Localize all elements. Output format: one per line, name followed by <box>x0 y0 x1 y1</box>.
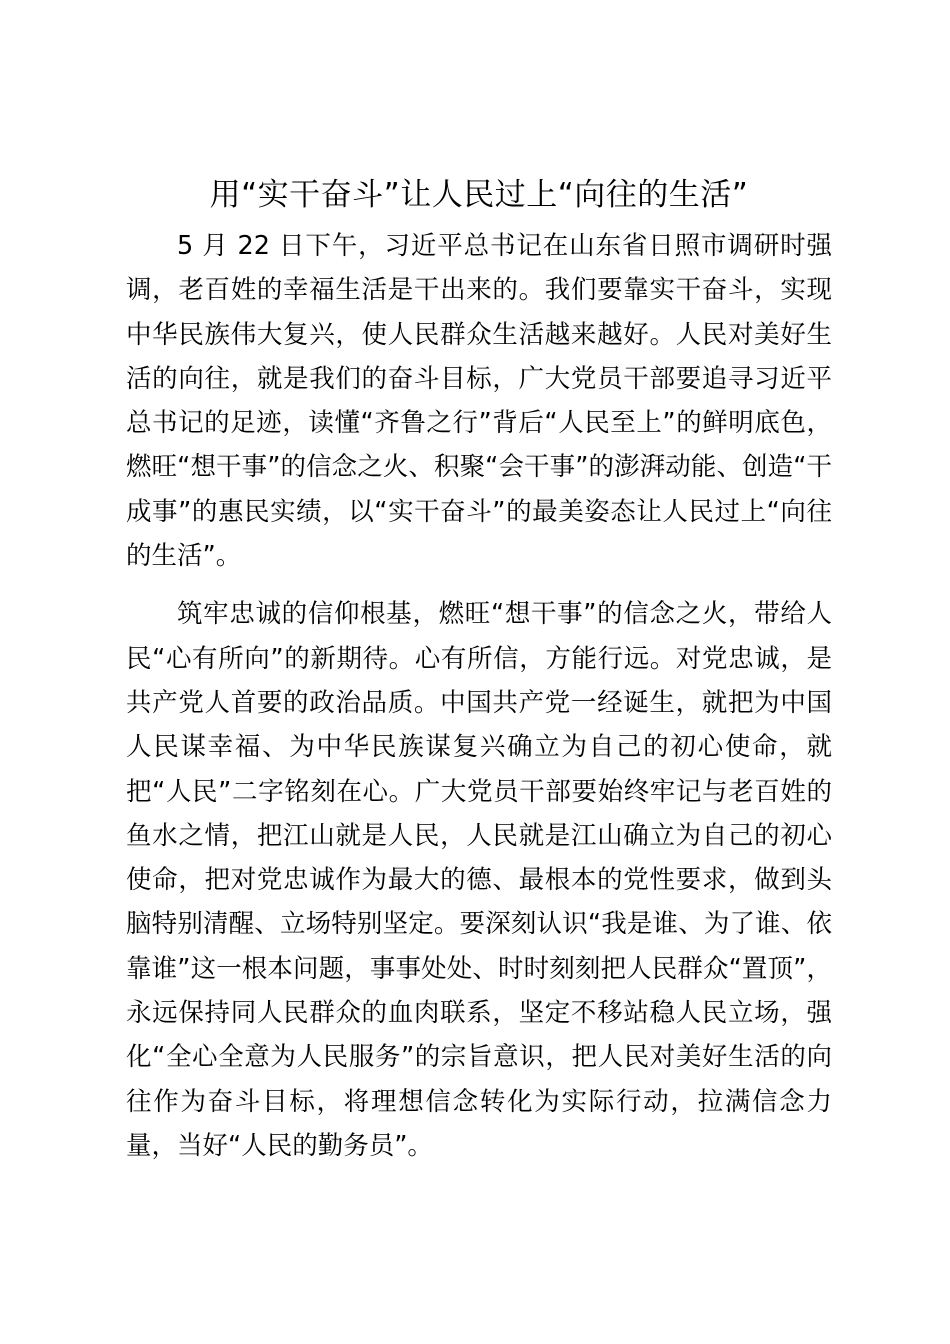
paragraph-2: 筑牢忠诚的信仰根基，燃旺“想干事”的信念之火，带给人民“心有所向”的新期待。心有所信，方能行远。对党忠诚，是共产党人首要的政治品质。中国共产党一经诞生，就把为中国人民谋幸福、为中华民族谋复兴确立为自己的初心使命，就把“人民”二字铭刻在心。广大党员干部要始终牢记与老百姓的鱼水之情，把江山就是人民，人民就是江山确立为自己的初心使命，把对党忠诚作为最大的德、最根本的党性要求，做到头脑特别清醒、立场特别坚定。要深刻认识“我是谁、为了谁、依靠谁”这一根本问题，事事处处、时时刻刻把人民群众“置顶”，永远保持同人民群众的血肉联系，坚定不移站稳人民立场，强化“全心全意为人民服务”的宗旨意识，把人民对美好生活的向往作为奋斗目标，将理想信念转化为实际行动，拉满信念力量，当好“人民的勤务员”。 <box>126 599 832 1161</box>
paragraph-1: 5 月 22 日下午，习近平总书记在山东省日照市调研时强调，老百姓的幸福生活是干出来的。我们要靠实干奋斗，实现中华民族伟大复兴，使人民群众生活越来越好。人民对美好生活的向往，就是我们的奋斗目标，广大党员干部要追寻习近平总书记的足迹，读懂“齐鲁之行”背后“人民至上”的鲜明底色，燃旺“想干事”的信念之火、积聚“会干事”的澎湃动能、创造“干成事”的惠民实绩，以“实干奋斗”的最美姿态让人民过上“向往的生活”。 <box>126 231 832 572</box>
article-body <box>126 224 832 1168</box>
article-title: 用“实干奋斗”让人民过上“向往的生活” <box>209 177 749 213</box>
